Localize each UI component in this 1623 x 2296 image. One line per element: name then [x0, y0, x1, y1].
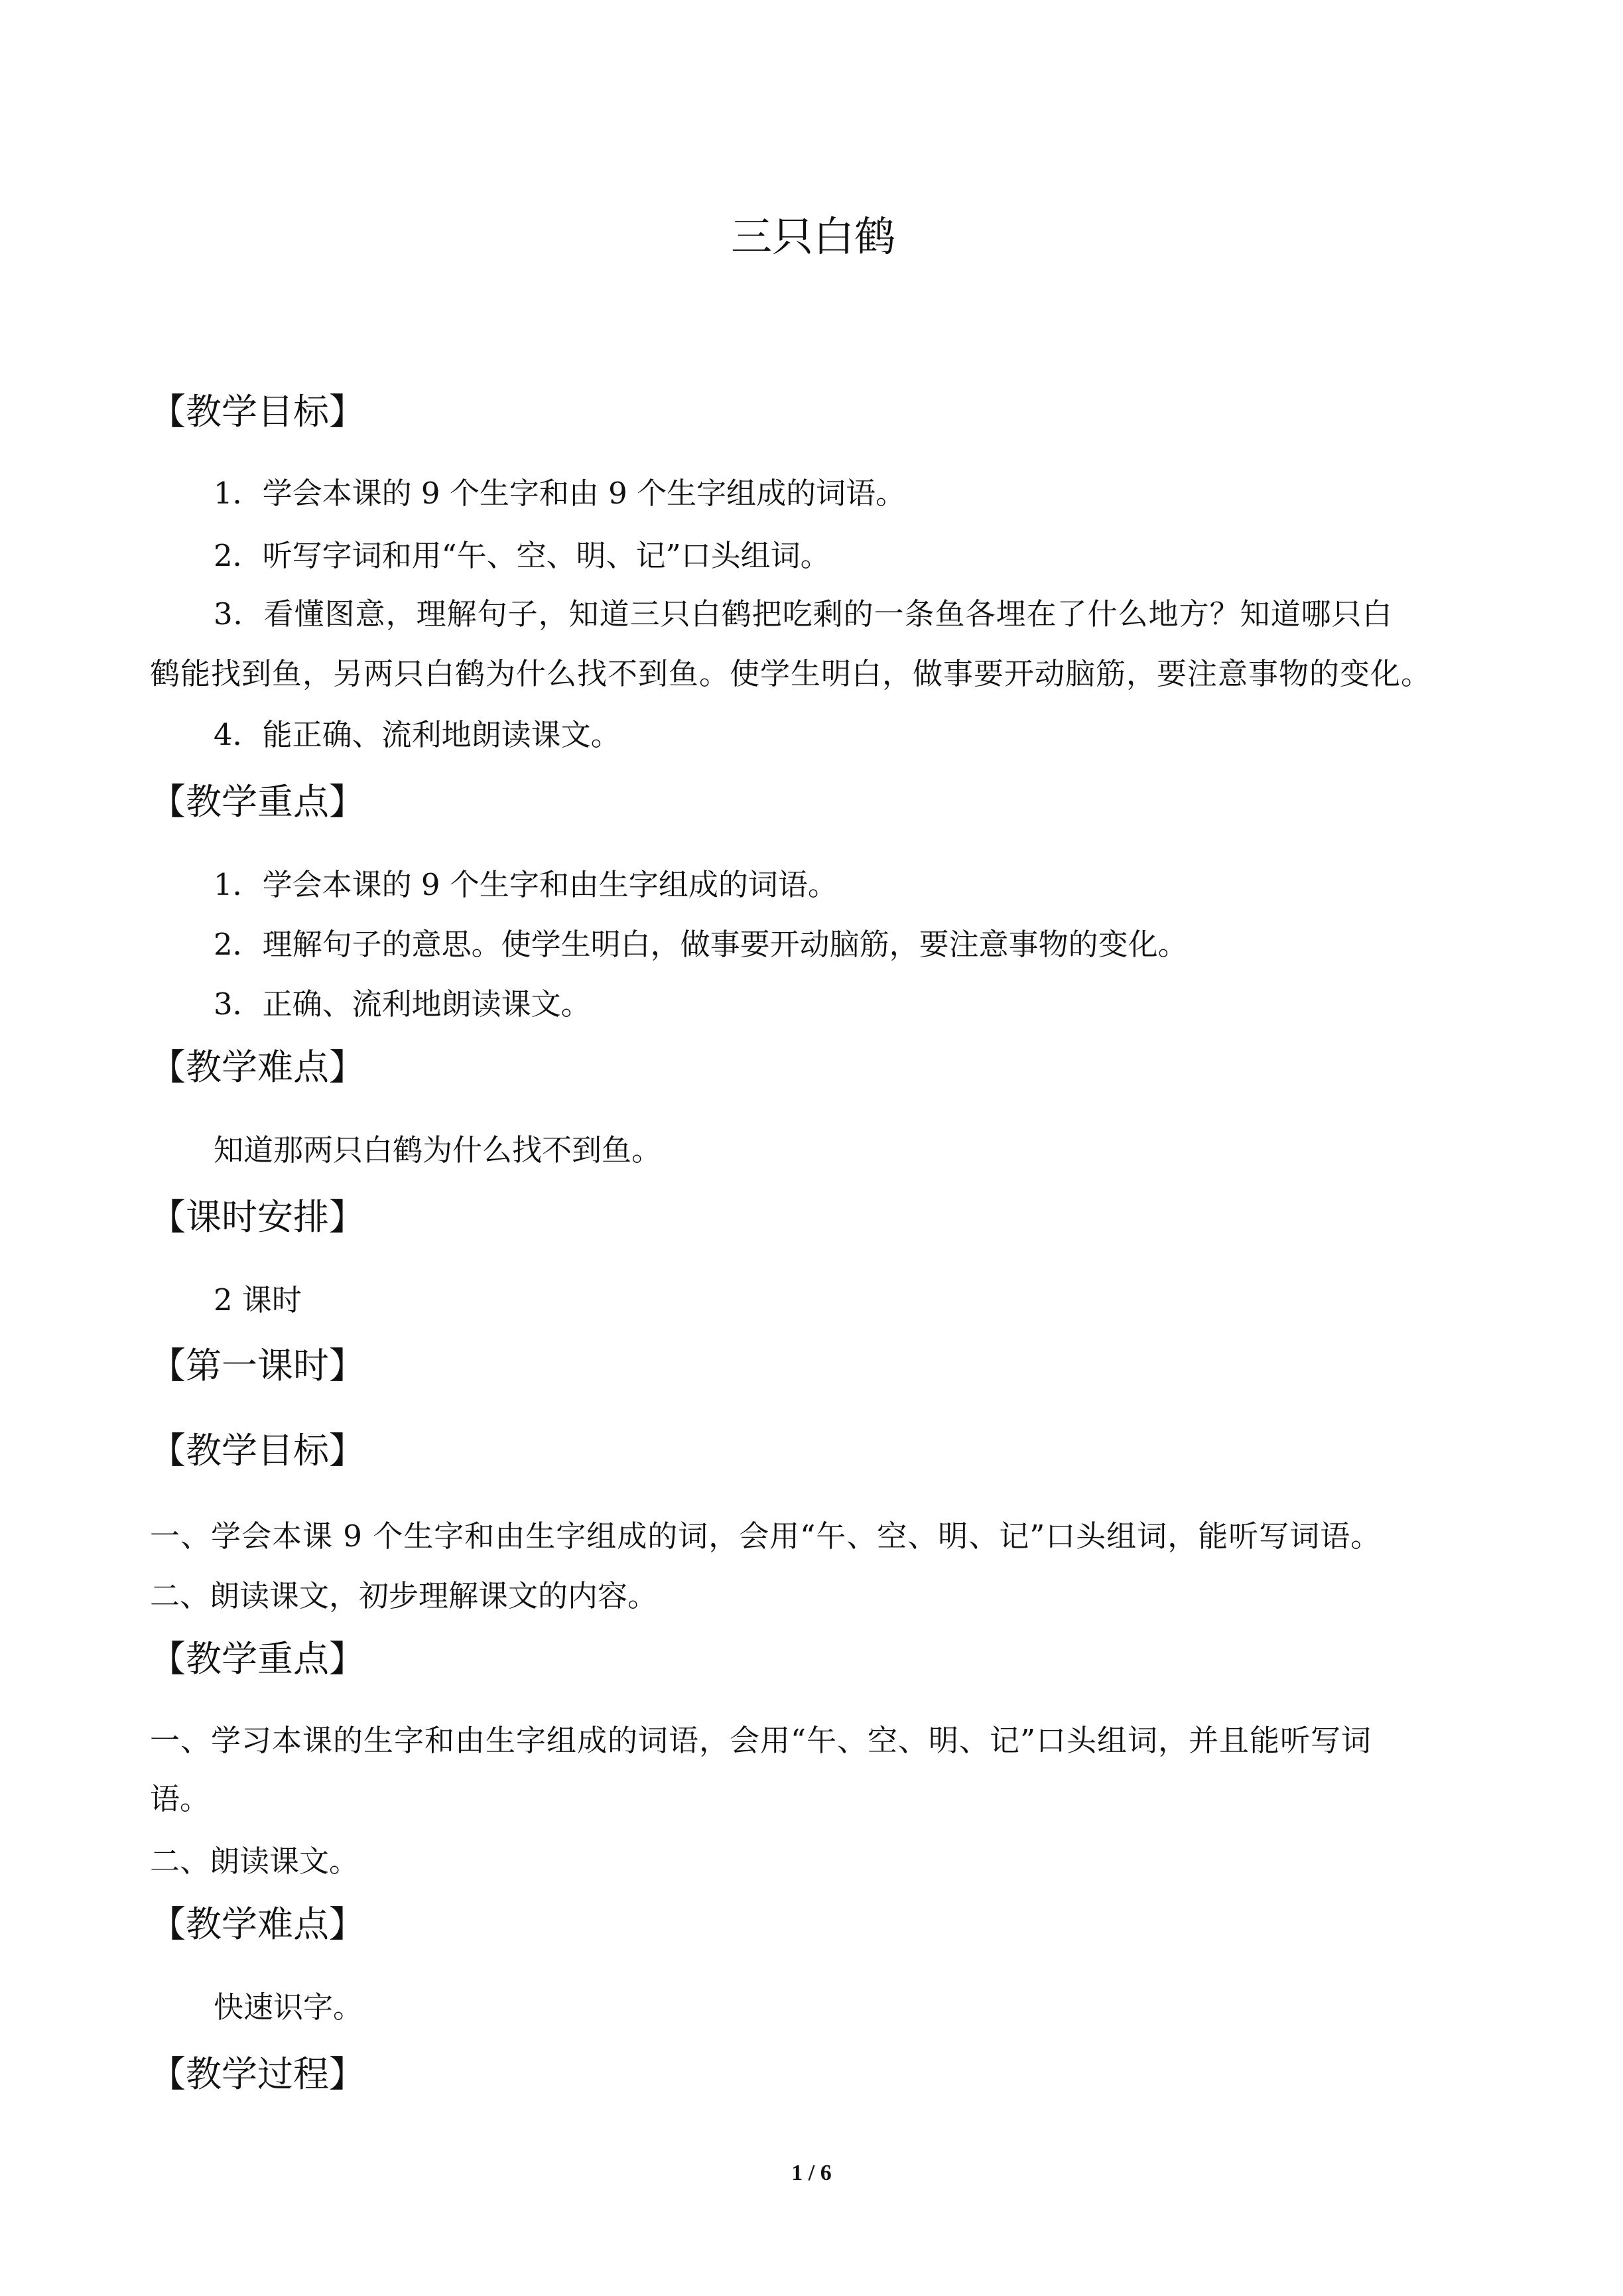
goal-item-2: 2．听写字词和用“午、空、明、记”口头组词。 — [214, 538, 830, 573]
lesson-one-key-1-continued: 语。 — [150, 1781, 210, 1816]
goal-item-3-continued: 鹤能找到鱼，另两只白鹤为什么找不到鱼。使学生明白，做事要开动脑筋，要注意事物的变化。 — [150, 656, 1432, 691]
heading-lesson-one-key: 【教学重点】 — [150, 1638, 365, 1680]
lesson-one-goal-1: 一、学会本课 9 个生字和由生字组成的词，会用“午、空、明、记”口头组词，能听写词语。 — [150, 1519, 1382, 1554]
key-point-1: 1．学会本课的 9 个生字和由生字组成的词语。 — [214, 867, 838, 902]
heading-lesson-one: 【第一课时】 — [150, 1345, 365, 1386]
heading-teaching-goals: 【教学目标】 — [150, 391, 365, 433]
key-point-3: 3．正确、流利地朗读课文。 — [214, 986, 591, 1022]
schedule-text: 2 课时 — [214, 1282, 302, 1317]
heading-lesson-one-goals: 【教学目标】 — [150, 1430, 365, 1471]
heading-teaching-process: 【教学过程】 — [150, 2053, 365, 2095]
heading-lesson-one-difficulty: 【教学难点】 — [150, 1903, 365, 1945]
page-number: 1 / 6 — [791, 2161, 832, 2185]
goal-item-3: 3．看懂图意，理解句子，知道三只白鹤把吃剩的一条鱼各埋在了什么地方？知道哪只白 — [214, 596, 1393, 632]
goal-item-4: 4．能正确、流利地朗读课文。 — [214, 717, 621, 752]
document-title: 三只白鹤 — [731, 212, 896, 261]
difficulty-text: 知道那两只白鹤为什么找不到鱼。 — [214, 1132, 662, 1168]
goal-item-1: 1．学会本课的 9 个生字和由 9 个生字组成的词语。 — [214, 476, 906, 511]
lesson-one-goal-2: 二、朗读课文，初步理解课文的内容。 — [150, 1578, 658, 1613]
lesson-one-key-2: 二、朗读课文。 — [150, 1844, 359, 1879]
lesson-one-key-1: 一、学习本课的生字和由生字组成的词语，会用“午、空、明、记”口头组词，并且能听写词 — [150, 1723, 1372, 1758]
key-point-2: 2．理解句子的意思。使学生明白，做事要开动脑筋，要注意事物的变化。 — [214, 927, 1188, 962]
lesson-one-difficulty-text: 快速识字。 — [214, 1990, 363, 2025]
heading-schedule: 【课时安排】 — [150, 1196, 365, 1238]
heading-difficulties: 【教学难点】 — [150, 1046, 365, 1088]
heading-key-points: 【教学重点】 — [150, 781, 365, 823]
